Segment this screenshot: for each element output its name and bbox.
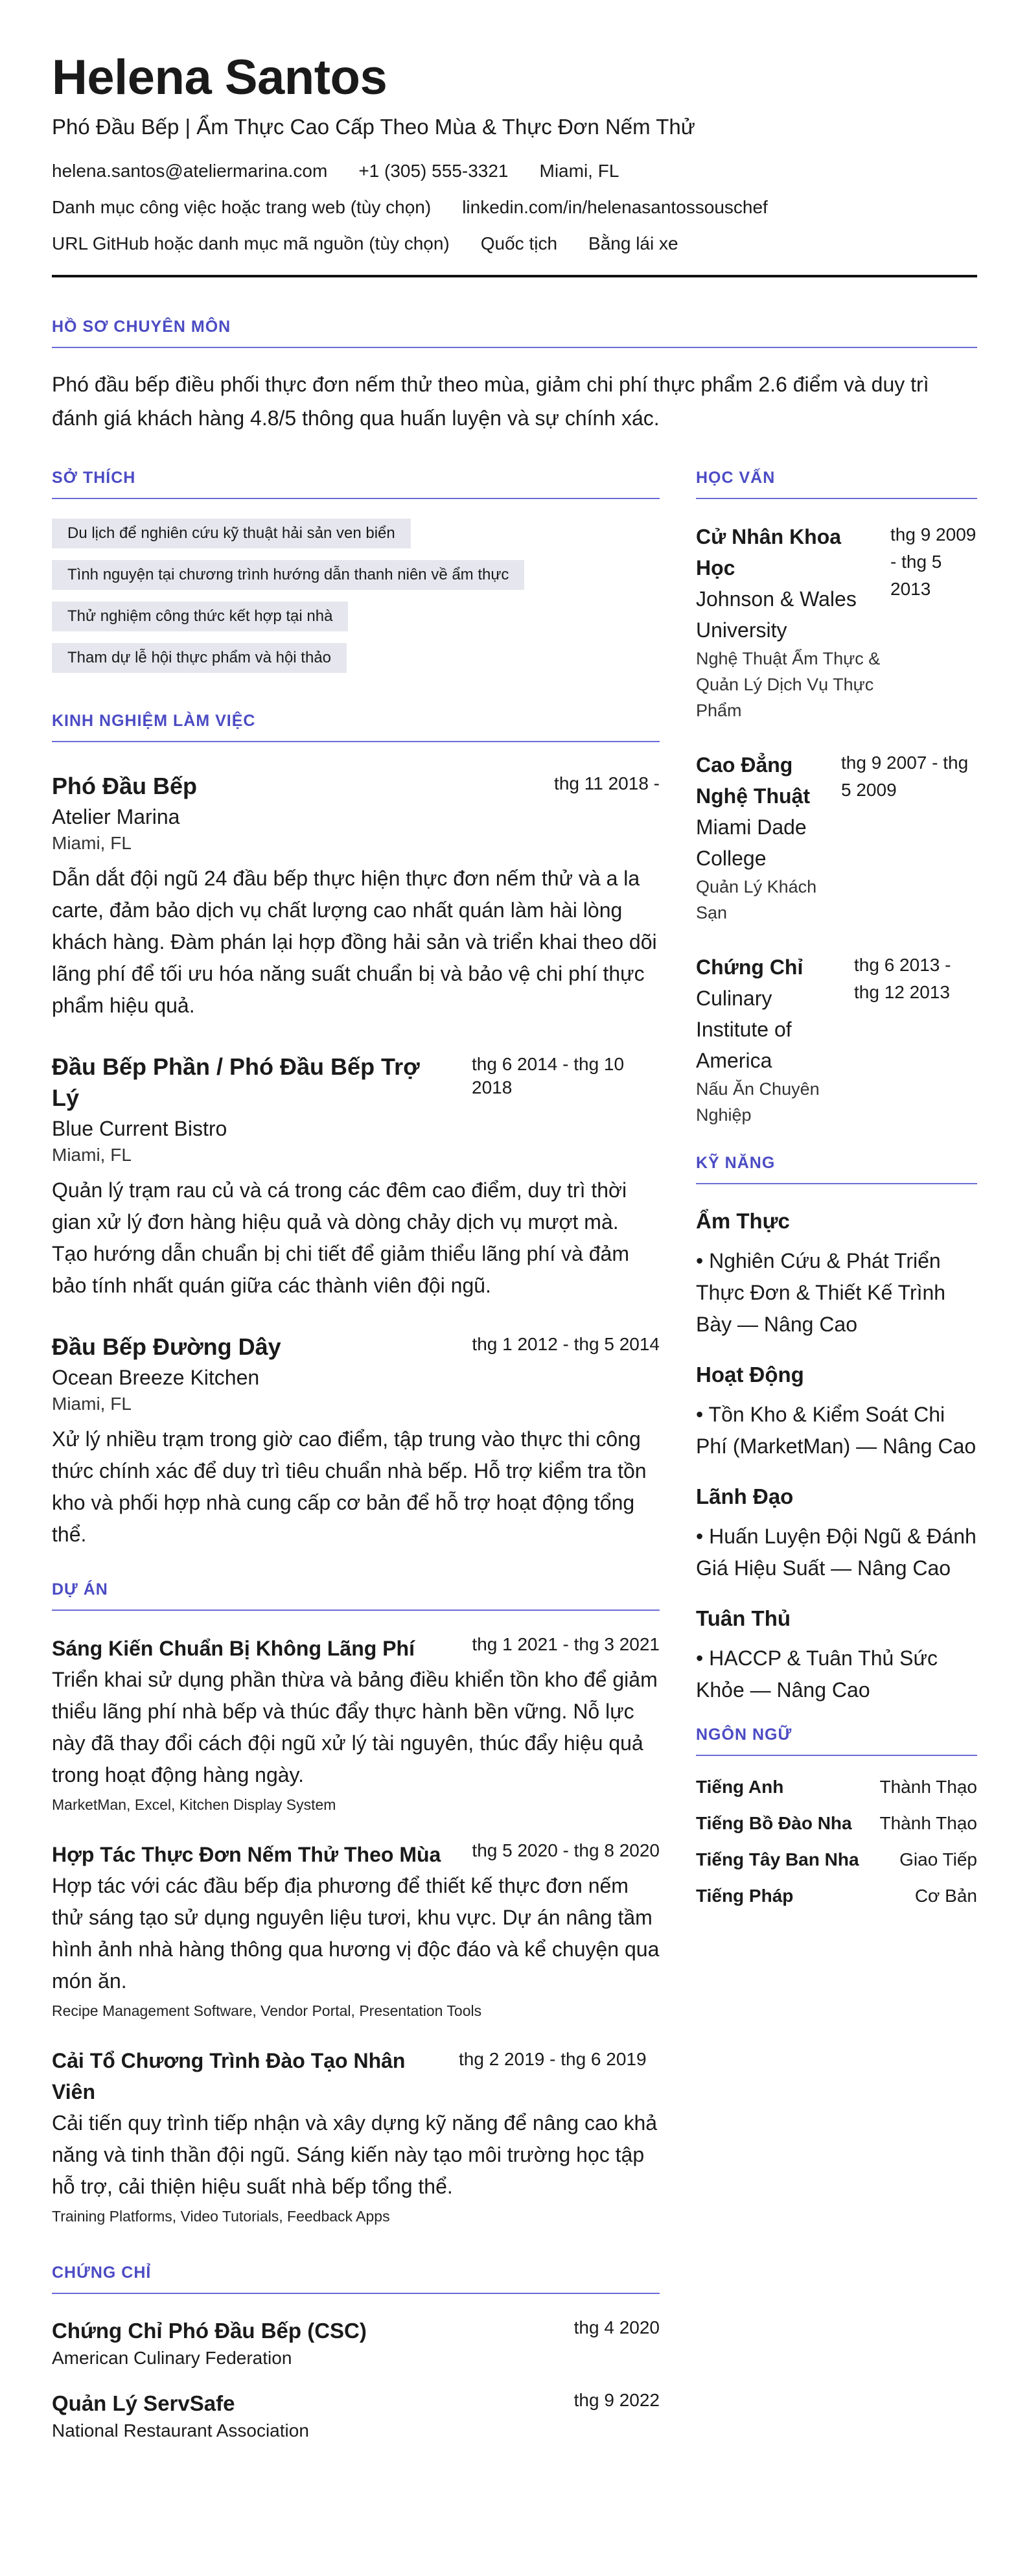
left-column: [52, 469, 660, 2461]
certification-title: Quản Lý ServSafe: [52, 2391, 235, 2415]
section-title: KỸ NĂNG: [696, 1154, 977, 1184]
project-title: Hợp Tác Thực Đơn Nếm Thử Theo Mùa: [52, 1843, 441, 1866]
language-name: Tiếng Tây Ban Nha: [696, 1849, 859, 1869]
resume-header: [52, 49, 977, 262]
github-link[interactable]: URL GitHub hoặc danh mục mã nguồn (tùy chọn): [52, 233, 450, 253]
job-header: [52, 1331, 660, 1363]
section-title: KINH NGHIỆM LÀM VIỆC: [52, 712, 660, 742]
certification-entry: [52, 2316, 660, 2371]
education-date: thg 9 2009 - thg 5 2013: [890, 524, 977, 599]
certification-entry: [52, 2389, 660, 2443]
header-divider: [52, 275, 977, 277]
project-tech: MarketMan, Excel, Kitchen Display System: [52, 1796, 336, 1813]
job-title: Đầu Bếp Phần / Phó Đầu Bếp Trợ Lý: [52, 1053, 420, 1111]
skill-group: [696, 1604, 977, 1706]
education-header: [696, 749, 977, 926]
nationality: Quốc tịch: [480, 233, 558, 253]
skill-category: Hoạt Động: [696, 1363, 804, 1387]
education-degree: Chứng Chỉ: [696, 955, 804, 979]
interests-section: [52, 469, 660, 673]
skill-category: Ẩm Thực: [696, 1209, 790, 1233]
language-name: Tiếng Bồ Đào Nha: [696, 1813, 852, 1833]
section-title: CHỨNG CHỈ: [52, 2264, 660, 2294]
summary-text: Phó đầu bếp điều phối thực đơn nếm thử theo mùa, giảm chi phí thực phẩm 2.6 điểm và duy trì đánh giá khách hàng 4.8/5 thông qua huấn luyện và sự chính xác.: [52, 373, 929, 430]
job-description: Dẫn dắt đội ngũ 24 đầu bếp thực hiện thực đơn nếm thử và a la carte, đảm bảo dịch vụ chất lượng cao nhất quán làm hài lòng khách hàng. Đàm phán lại hợp đồng hải sản và triển khai theo dõi lãng phí để tối ưu hóa năng suất chuẩn bị và bảo vệ chi phí thực phẩm hiệu quả.: [52, 867, 657, 1017]
section-title: DỰ ÁN: [52, 1580, 660, 1611]
education-major: Nghệ Thuật Ẩm Thực & Quản Lý Dịch Vụ Thực Phẩm: [696, 649, 881, 720]
skills-section: [696, 1154, 977, 1706]
skill-group: [696, 1206, 977, 1341]
education-main: [696, 952, 838, 1128]
interest-chips: [52, 519, 660, 673]
skill-item: • Tồn Kho & Kiểm Soát Chi Phí (MarketMan) — Nâng Cao: [696, 1403, 977, 1458]
portfolio-link[interactable]: Danh mục công việc hoặc trang web (tùy chọn): [52, 197, 432, 217]
skill-item: • HACCP & Tuân Thủ Sức Khỏe — Nâng Cao: [696, 1646, 938, 1702]
project-description: Cải tiến quy trình tiếp nhận và xây dựng kỹ năng để nâng cao khả năng và tinh thần đội ngũ. Sáng kiến này tạo môi trường học tập hỗ trợ, cải thiện hiệu suất nhà bếp tổng thể.: [52, 2111, 658, 2198]
project-entry: [52, 1633, 660, 1816]
experience-section: [52, 712, 660, 1551]
job-location: Miami, FL: [52, 833, 132, 853]
project-date: thg 1 2021 - thg 3 2021: [472, 1634, 660, 1654]
project-description: Hợp tác với các đầu bếp địa phương để thiết kế thực đơn nếm thử sáng tạo sử dụng nguyên liệu tươi, khu vực. Dự án nâng tầm hình ảnh nhà hàng thông qua hương vị độc đáo và kể chuyện qua món ăn.: [52, 1874, 660, 1993]
job-date: thg 1 2012 - thg 5 2014: [472, 1334, 660, 1354]
certification-header: [52, 2316, 660, 2346]
job-location: Miami, FL: [52, 1145, 132, 1165]
contact-line: [52, 189, 977, 226]
certification-date: thg 4 2020: [573, 2317, 660, 2337]
language-row: [696, 1769, 977, 1805]
email-link[interactable]: helena.santos@ateliermarina.com: [52, 161, 328, 181]
job-entry: [52, 1331, 660, 1551]
interest-chip: Thử nghiệm công thức kết hợp tại nhà: [52, 602, 348, 631]
education-section: [696, 469, 977, 1128]
language-row: [696, 1805, 977, 1842]
job-date: thg 6 2014 - thg 10 2018: [472, 1054, 625, 1097]
language-name: Tiếng Pháp: [696, 1886, 794, 1906]
education-entry: [696, 952, 977, 1128]
interest-chip: Tham dự lễ hội thực phẩm và hội thảo: [52, 643, 347, 673]
education-date: thg 6 2013 - thg 12 2013: [854, 955, 951, 1002]
job-title: Phó Đầu Bếp: [52, 773, 198, 799]
education-entry: [696, 521, 977, 723]
skill-group: [696, 1482, 977, 1584]
section-title: HỌC VẤN: [696, 469, 977, 499]
headline: Phó Đầu Bếp | Ẩm Thực Cao Cấp Theo Mùa & Thực Đơn Nếm Thử: [52, 115, 695, 139]
project-header: [52, 1839, 660, 1870]
language-level: Thành Thạo: [879, 1777, 977, 1797]
education-degree: Cử Nhân Khoa Học: [696, 525, 842, 580]
driver-license: Bằng lái xe: [588, 233, 678, 253]
company-name: Ocean Breeze Kitchen: [52, 1366, 260, 1389]
education-entry: [696, 749, 977, 926]
project-entry: [52, 1839, 660, 2022]
job-location: Miami, FL: [52, 1394, 132, 1414]
education-date: thg 9 2007 - thg 5 2009: [841, 753, 969, 800]
education-main: [696, 521, 884, 723]
projects-section: [52, 1580, 660, 2227]
certification-header: [52, 2389, 660, 2418]
job-entry: [52, 1051, 660, 1302]
certification-org: American Culinary Federation: [52, 2348, 292, 2368]
section-title: NGÔN NGỮ: [696, 1726, 977, 1756]
education-major: Quản Lý Khách Sạn: [696, 877, 817, 922]
section-title: SỞ THÍCH: [52, 469, 660, 499]
skill-group: [696, 1360, 977, 1462]
skill-category: Tuân Thủ: [696, 1606, 791, 1630]
job-date: thg 11 2018 -: [554, 773, 660, 793]
job-entry: [52, 771, 660, 1022]
language-level: Cơ Bản: [914, 1886, 977, 1906]
skill-category: Lãnh Đạo: [696, 1484, 794, 1508]
project-entry: [52, 2045, 660, 2227]
project-tech: Training Platforms, Video Tutorials, Feedback Apps: [52, 2208, 390, 2225]
certification-title: Chứng Chỉ Phó Đầu Bếp (CSC): [52, 2319, 367, 2343]
project-tech: Recipe Management Software, Vendor Portal, Presentation Tools: [52, 2002, 482, 2019]
language-row: [696, 1878, 977, 1914]
job-header: [52, 771, 660, 802]
job-description: Quản lý trạm rau củ và cá trong các đêm cao điểm, duy trì thời gian xử lý đơn hàng hiệu quả và dòng chảy dịch vụ mượt mà. Tạo hướng dẫn chuẩn bị chi tiết để giảm thiểu lãng phí và đảm bảo tính nhất quán giữa các thành viên đội ngũ.: [52, 1178, 629, 1297]
certification-date: thg 9 2022: [573, 2390, 660, 2410]
certification-org: National Restaurant Association: [52, 2420, 309, 2441]
summary-section: [52, 318, 977, 435]
contact-info: [52, 153, 977, 262]
interest-chip: Du lịch để nghiên cứu kỹ thuật hải sản ven biển: [52, 519, 411, 548]
education-header: [696, 952, 977, 1128]
education-main: [696, 749, 826, 926]
right-column: [696, 469, 977, 2461]
project-title: Cải Tổ Chương Trình Đào Tạo Nhân Viên: [52, 2049, 406, 2103]
phone-number: +1 (305) 555-3321: [358, 161, 509, 181]
project-date: thg 2 2019 - thg 6 2019: [459, 2049, 647, 2069]
two-column-body: [52, 469, 977, 2461]
section-title: HỒ SƠ CHUYÊN MÔN: [52, 318, 977, 348]
education-major: Nấu Ăn Chuyên Nghiệp: [696, 1079, 820, 1125]
languages-section: [696, 1726, 977, 1914]
education-header: [696, 521, 977, 723]
language-name: Tiếng Anh: [696, 1777, 784, 1797]
job-header: [52, 1051, 660, 1114]
education-school: Miami Dade College: [696, 815, 807, 870]
language-level: Giao Tiếp: [899, 1849, 977, 1869]
interest-chip: Tình nguyện tại chương trình hướng dẫn thanh niên về ẩm thực: [52, 560, 524, 590]
job-description: Xử lý nhiều trạm trong giờ cao điểm, tập trung vào thực thi công thức chính xác để duy trì tiêu chuẩn nhà bếp. Hỗ trợ kiểm tra tồn kho và phối hợp nhà cung cấp cơ bản để hỗ trợ hoạt động tổng thể.: [52, 1427, 647, 1546]
project-description: Triển khai sử dụng phần thừa và bảng điều khiển tồn kho để giảm thiểu lãng phí nhà bếp và thúc đẩy thực hành bền vững. Nỗ lực này đã thay đổi cách đội ngũ xử lý tài nguyên, thúc đẩy hiệu quả trong hoạt động hàng ngày.: [52, 1668, 658, 1786]
job-title: Đầu Bếp Đường Dây: [52, 1333, 281, 1360]
company-name: Atelier Marina: [52, 805, 180, 828]
project-title: Sáng Kiến Chuẩn Bị Không Lãng Phí: [52, 1637, 415, 1660]
project-header: [52, 2045, 660, 2107]
education-school: Culinary Institute of America: [696, 987, 792, 1072]
contact-line: [52, 226, 977, 262]
skill-item: • Nghiên Cứu & Phát Triển Thực Đơn & Thiết Kế Trình Bày — Nâng Cao: [696, 1249, 946, 1336]
contact-line: [52, 153, 977, 189]
project-header: [52, 1633, 660, 1664]
certifications-section: [52, 2264, 660, 2443]
language-level: Thành Thạo: [879, 1813, 977, 1833]
project-date: thg 5 2020 - thg 8 2020: [472, 1840, 660, 1860]
location: Miami, FL: [539, 161, 619, 181]
candidate-name: Helena Santos: [52, 50, 387, 105]
language-row: [696, 1842, 977, 1878]
education-degree: Cao Đẳng Nghệ Thuật: [696, 753, 810, 808]
skill-item: • Huấn Luyện Đội Ngũ & Đánh Giá Hiệu Suất — Nâng Cao: [696, 1525, 977, 1580]
company-name: Blue Current Bistro: [52, 1117, 227, 1140]
education-school: Johnson & Wales University: [696, 587, 857, 642]
linkedin-link[interactable]: linkedin.com/in/helenasantossouschef: [462, 197, 768, 217]
